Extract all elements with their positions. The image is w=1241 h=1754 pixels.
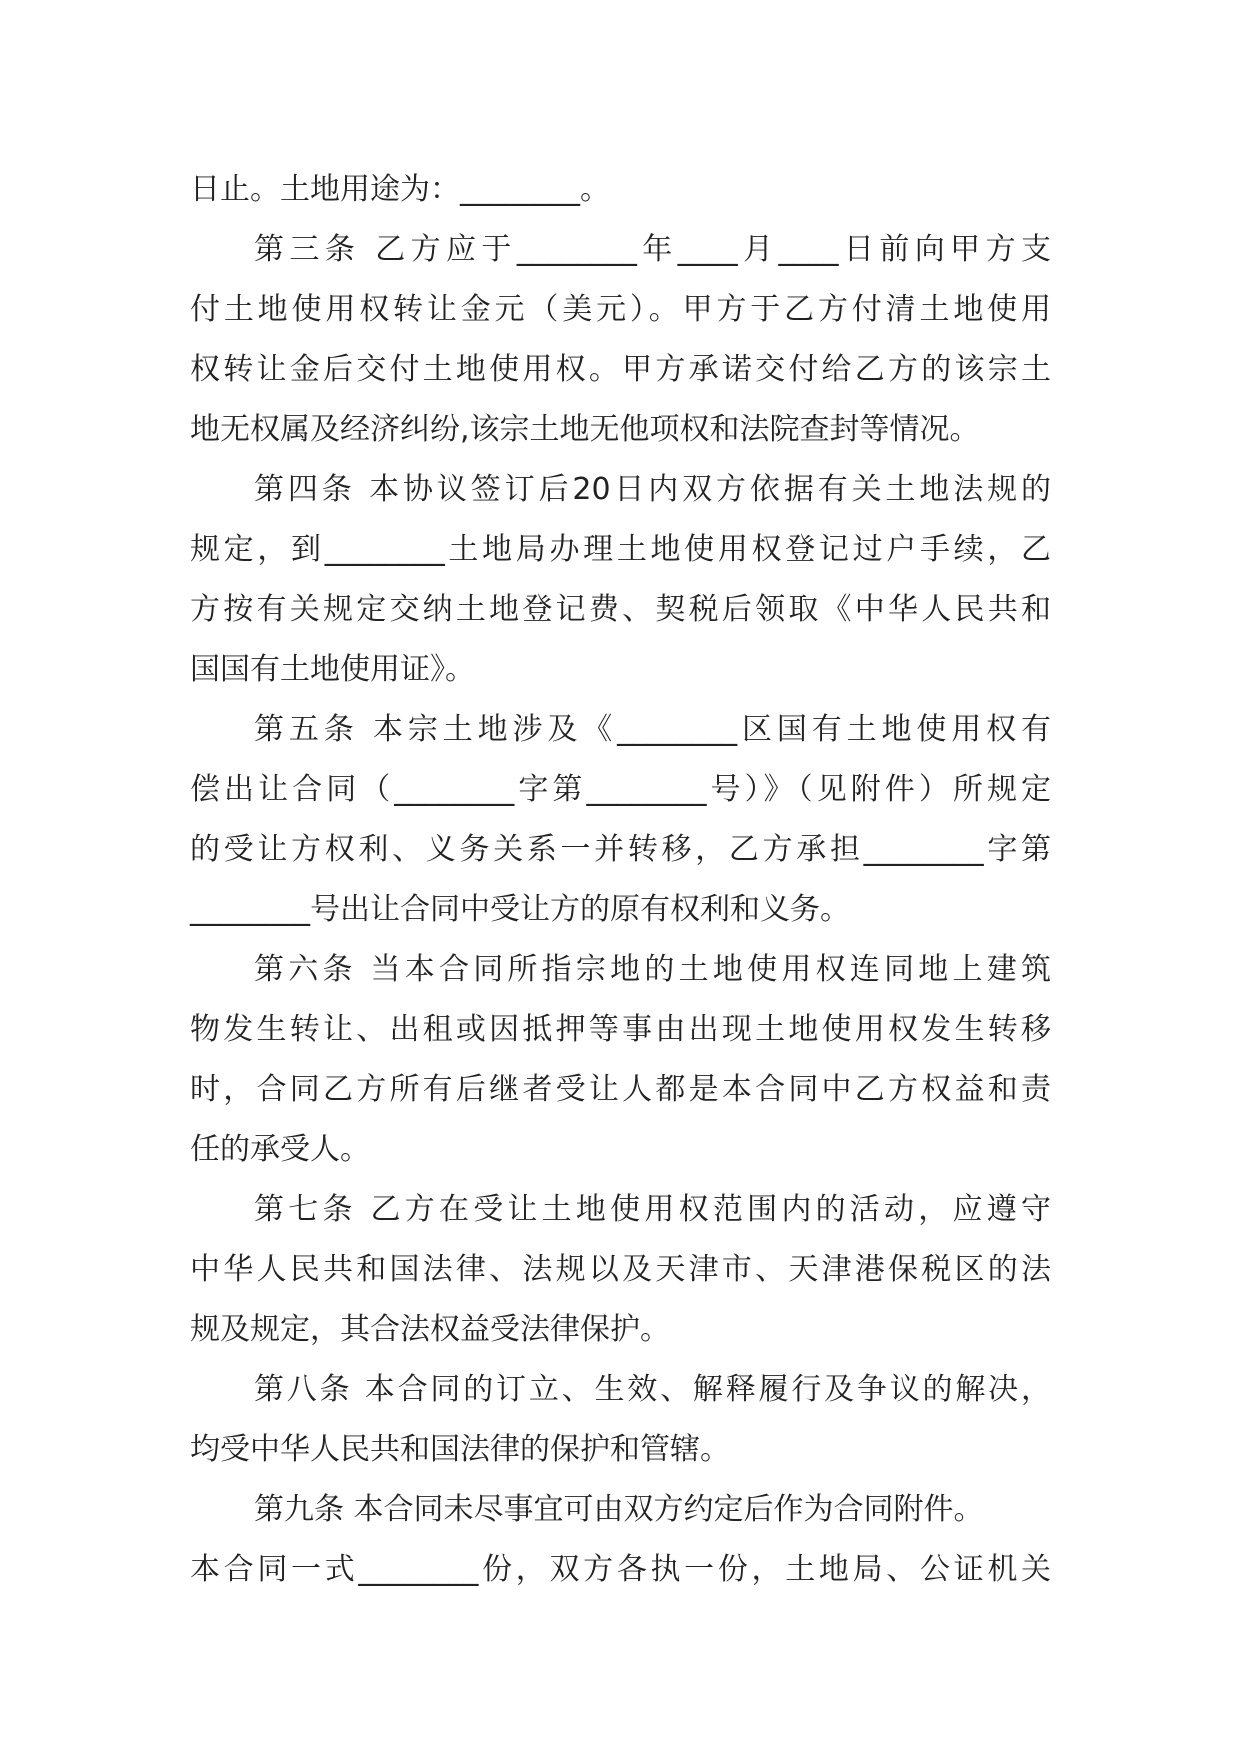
text-line: 中华人民共和国法律、法规以及天津市、天津港保税区的法 [190, 1252, 1051, 1287]
article-8-heading-line: 第八条 本合同的订立、生效、解释履行及争议的解决， [254, 1372, 1051, 1407]
article-3-heading-line: 第三条 乙方应于________年____月____日前向甲方支 [254, 232, 1051, 267]
text-line: 日止。土地用途为：________。 [190, 172, 610, 207]
text-line: ________号出让合同中受让方的原有权利和义务。 [190, 892, 850, 927]
text-line: 偿出让合同（________字第________号）》（见附件）所规定 [190, 772, 1051, 807]
text-line: 任的承受人。 [190, 1132, 370, 1167]
text-line: 权转让金后交付土地使用权。甲方承诺交付给乙方的该宗土 [190, 352, 1051, 387]
text-line: 的受让方权利、义务关系一并转移，乙方承担________字第 [190, 832, 1051, 867]
text-line: 付土地使用权转让金元（美元）。甲方于乙方付清土地使用 [190, 292, 1051, 327]
text-line: 方按有关规定交纳土地登记费、契税后领取《中华人民共和 [190, 592, 1051, 627]
text-line: 时，合同乙方所有后继者受让人都是本合同中乙方权益和责 [190, 1072, 1051, 1107]
text-line: 地无权属及经济纠纷,该宗土地无他项权和法院查封等情况。 [190, 412, 980, 447]
text-line: 本合同一式________份，双方各执一份，土地局、公证机关 [190, 1552, 1051, 1587]
text-line: 均受中华人民共和国法律的保护和管辖。 [190, 1432, 730, 1467]
contract-body [190, 160, 1051, 1600]
article-9-heading-line: 第九条 本合同未尽事宜可由双方约定后作为合同附件。 [254, 1492, 984, 1527]
text-line: 物发生转让、出租或因抵押等事由出现土地使用权发生转移 [190, 1012, 1051, 1047]
text-line: 规及规定，其合法权益受法律保护。 [190, 1312, 670, 1347]
article-6-heading-line: 第六条 当本合同所指宗地的土地使用权连同地上建筑 [254, 952, 1051, 987]
article-5-heading-line: 第五条 本宗土地涉及《________区国有土地使用权有 [254, 712, 1051, 747]
text-line: 规定，到________土地局办理土地使用权登记过户手续，乙 [190, 532, 1051, 567]
article-7-heading-line: 第七条 乙方在受让土地使用权范围内的活动，应遵守 [254, 1192, 1051, 1227]
article-4-heading-line: 第四条 本协议签订后20日内双方依据有关土地法规的 [254, 472, 1051, 507]
text-line: 国国有土地使用证》。 [190, 652, 475, 687]
